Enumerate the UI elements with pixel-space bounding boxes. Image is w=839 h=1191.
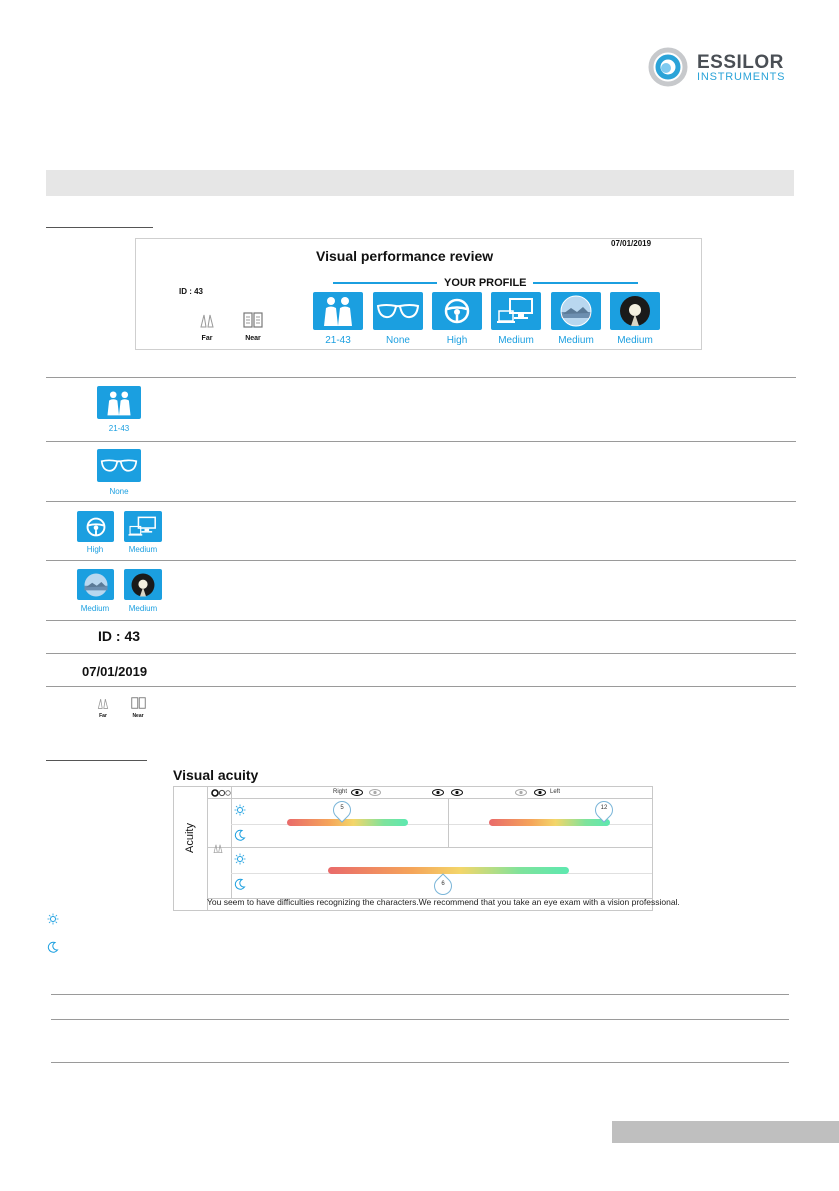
driving-tile bbox=[432, 292, 482, 330]
row-divider bbox=[207, 798, 652, 799]
acuity-chart bbox=[173, 786, 653, 911]
right-eye-label: Right bbox=[333, 789, 348, 795]
outdoor-light-icon bbox=[559, 294, 593, 328]
people-icon bbox=[319, 294, 357, 328]
table-rule bbox=[51, 1062, 789, 1063]
row-id-value: ID : 43 bbox=[98, 628, 141, 644]
near-row-label: Near bbox=[132, 713, 144, 719]
eyewear-tile-row bbox=[97, 449, 141, 482]
screen-tile bbox=[491, 292, 541, 330]
left-eye-value: 12 bbox=[600, 805, 608, 811]
brand-subname: INSTRUMENTS bbox=[697, 71, 786, 83]
col-divider bbox=[207, 787, 208, 910]
table-rule bbox=[46, 686, 796, 687]
outdoor-row-label: Medium bbox=[80, 604, 110, 613]
age-row-label: 21-43 bbox=[108, 424, 130, 433]
report-preview bbox=[135, 238, 702, 350]
outdoor-tile-row bbox=[77, 569, 114, 600]
profile-line-right bbox=[533, 282, 638, 284]
table-rule bbox=[46, 377, 796, 378]
page-tab bbox=[612, 1121, 839, 1143]
moon-icon bbox=[234, 829, 246, 841]
far-icon bbox=[198, 311, 216, 329]
night-label: Medium bbox=[617, 335, 653, 346]
steering-wheel-icon bbox=[444, 298, 470, 324]
table-rule bbox=[46, 501, 796, 502]
profile-heading: YOUR PROFILE bbox=[444, 277, 527, 289]
right-eye-value: 5 bbox=[340, 805, 344, 811]
night-light-icon bbox=[618, 294, 652, 328]
far-label: Far bbox=[201, 335, 213, 342]
eyewear-row-label: None bbox=[109, 487, 129, 496]
age-label: 21-43 bbox=[325, 335, 351, 346]
profile-line-left bbox=[333, 282, 437, 284]
eye-open-icon bbox=[432, 789, 444, 796]
left-eye-label: Left bbox=[550, 789, 561, 795]
driving-row-label: High bbox=[86, 545, 104, 554]
eyewear-label: None bbox=[386, 335, 410, 346]
eyewear-tile bbox=[373, 292, 423, 330]
computer-icon bbox=[127, 514, 159, 539]
sun-icon bbox=[234, 804, 246, 816]
right-eye-bar bbox=[287, 819, 408, 826]
outdoor-light-icon bbox=[83, 572, 109, 598]
acuity-title: Visual acuity bbox=[173, 767, 259, 783]
acuity-message: You seem to have difficulties recognizing the characters.We recommend that you take an eye exam with a vision professional. bbox=[207, 897, 680, 907]
book-icon bbox=[131, 696, 146, 710]
glasses-icon bbox=[376, 300, 420, 322]
screen-row-label: Medium bbox=[128, 545, 158, 554]
night-tile-row bbox=[124, 569, 162, 600]
report-date: 07/01/2019 bbox=[611, 239, 652, 248]
section-rule bbox=[46, 227, 153, 228]
table-rule bbox=[46, 620, 796, 621]
report-title: Visual performance review bbox=[316, 248, 494, 264]
table-rule bbox=[51, 994, 789, 995]
col-divider bbox=[231, 787, 232, 899]
section-rule bbox=[46, 760, 147, 761]
brand-name: ESSILOR bbox=[697, 52, 784, 73]
moon-icon bbox=[47, 941, 59, 953]
night-light-icon bbox=[130, 572, 156, 598]
moon-icon bbox=[234, 878, 246, 890]
left-eye-bar bbox=[489, 819, 610, 826]
table-rule bbox=[46, 441, 796, 442]
contrast-circles-icon bbox=[211, 789, 233, 797]
screen-tile-row bbox=[124, 511, 162, 542]
sun-icon bbox=[47, 913, 59, 925]
table-rule bbox=[51, 1019, 789, 1020]
eye-open-icon bbox=[534, 789, 546, 796]
outdoor-tile bbox=[551, 292, 601, 330]
driving-tile-row bbox=[77, 511, 114, 542]
eye-open-icon bbox=[351, 789, 363, 796]
outdoor-label: Medium bbox=[558, 335, 594, 346]
eye-open-icon bbox=[451, 789, 463, 796]
report-id: ID : 43 bbox=[179, 287, 204, 296]
essilor-logo-icon bbox=[648, 47, 690, 87]
people-icon bbox=[103, 389, 135, 417]
row-date-value: 07/01/2019 bbox=[82, 664, 148, 679]
screen-label: Medium bbox=[498, 335, 534, 346]
age-tile bbox=[313, 292, 363, 330]
acuity-axis-label: Acuity bbox=[184, 823, 196, 853]
night-tile bbox=[610, 292, 660, 330]
binocular-value: 6 bbox=[441, 881, 445, 887]
col-divider bbox=[448, 798, 449, 847]
book-icon bbox=[243, 311, 263, 329]
table-rule bbox=[46, 560, 796, 561]
eye-closed-icon bbox=[369, 789, 381, 796]
far-icon bbox=[211, 842, 225, 854]
far-row-label: Far bbox=[99, 713, 107, 719]
table-rule bbox=[46, 653, 796, 654]
eye-closed-icon bbox=[515, 789, 527, 796]
far-icon bbox=[96, 696, 110, 710]
section-header-band bbox=[46, 170, 794, 196]
steering-wheel-icon bbox=[86, 517, 106, 537]
sun-icon bbox=[234, 853, 246, 865]
row-divider bbox=[207, 847, 652, 848]
night-row-label: Medium bbox=[128, 604, 158, 613]
near-label: Near bbox=[245, 335, 261, 342]
computer-icon bbox=[495, 295, 537, 327]
driving-label: High bbox=[446, 335, 468, 346]
binocular-bar bbox=[328, 867, 569, 874]
age-tile-row bbox=[97, 386, 141, 419]
glasses-icon bbox=[100, 456, 138, 475]
